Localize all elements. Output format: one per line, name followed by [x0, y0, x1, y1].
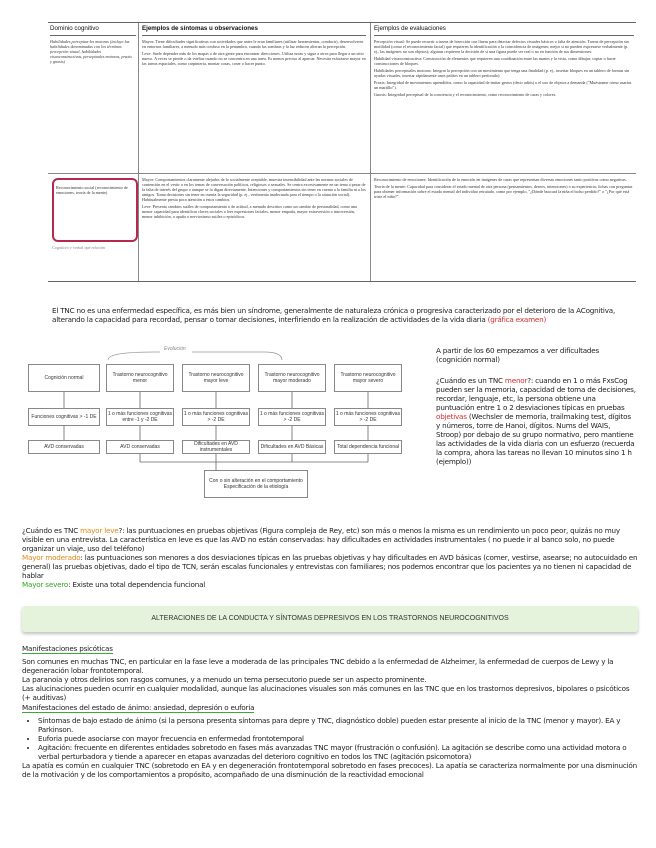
avd-normal: AVD conservadas	[28, 440, 100, 454]
term-mayor-severo: Mayor severo	[22, 580, 69, 589]
criteria-menor: 1 o más funciones cognitivas entre -1 y -2 DE	[106, 408, 174, 426]
row1-symptoms	[142, 39, 366, 171]
row2-symptom-major: Mayor: Comportamientos claramente alejados de lo socialmente aceptable, muestra insensibilidad ante las normas sociales de contención en el vestir o en los temas de conversación políticos, religiosos o sexuales. Se centra excesivamente en un tema a pesar de la falta de interés del grupo o aunque se lo digan directamente. Intenciones y comportamientos sin tener en cuenta a la familia ni a los amigos. Toma decisiones sin tener en cuenta la seguridad (p. ej., vestimenta inadecuada para el tiempo o la situación social). Habitualmente presta poca atención a estos cambios.	[142, 177, 366, 202]
row1-eval-5: Gnosis: Integridad perceptual de la conciencia y el reconocimiento, como reconocimiento de caras y colores.	[374, 92, 557, 97]
row1-eval-1: Percepción visual: Se puede recurrir a tareas de bisección con líneas para detectar defectos visuales básicos o falta de atención. Tareas de percepción sin motilidad (como el reconocimiento facial) que requieren la identificación o la coincidencia de imágenes; mejor si no pueden expresarse verbalmente (p. ej., las imágenes no son objetos); algunas requieren la decisión de si una figura puede ser real o no en función de sus dimensiones.	[374, 39, 629, 54]
level-leve: ¿Cuándo es TNC mayor leve?: las puntuaciones en pruebas objetivas (Figura compleja de Rey, etc) son más o menos la misma es un rendimiento un poco peor, quizás no muy visible en una entrevista. La característica en leve es que las AVD no están conservadas: hay dificultades en actividades instrumentales ( no puede ir al banco solo, no puede organizar un viaje, uso del teléfono)	[22, 526, 620, 553]
row1-symptom-major: Mayor: Tiene dificultades significativas con actividades que antes le eran familiares (utilizar herramientas, conducir), desenvolverse en entornos familiares, a menudo más confuso en la penumbra, cuando las sombras y la luz reducen alteran la percepción.	[142, 39, 364, 49]
row2-eval-1: Reconocimiento de emociones: Identificación de la emoción en imágenes de caras que representan diversas emociones tanto positivas como negativas.	[374, 177, 627, 182]
criteria-leve: 1 o más funciones cognitivas > -2 DE	[182, 408, 250, 426]
animo-closing: La apatía es común en cualquier TNC (sobretodo en EA y en degeneración frontotemporal sobretodo en fases precoces). La apatía se caracteriza normalmente por una disminución de la motivación y de los comportamientos a propósito, acompañado de una disminución de la reactividad emocional	[22, 761, 637, 779]
row1-eval-4: Praxis: Integridad de movimientos aprendidos, como la capacidad de imitar gestos (decir adiós) o el uso de objetos a demanda ("Muéstrame cómo usarías un martillo").	[374, 80, 632, 90]
psicoticas-p3: Las alucinaciones pueden ocurrir en cualquier modalidad, aunque las alucinaciones visuales son más comunes en las TNC que en los trastornos depresivos, bipolares o psicóticos (+ auditivas)	[22, 684, 630, 702]
box-tnc-leve: Trastorno neurocognitivo mayor leve	[182, 364, 250, 392]
row1-eval-2: Habilidad visuoconstructiva: Construcción de elementos que requieren una coordinación entre las manos y la vista, como dibujar, copiar o hacer construcciones de bloques.	[374, 56, 616, 66]
table-header-symptoms: Ejemplos de síntomas u observaciones	[142, 23, 366, 36]
intro-text: El TNC no es una enfermedad específica, es más bien un síndrome, generalmente de naturaleza crónica o progresiva caracterizado por el deterioro de la ACognitiva, alterando la capacidad para recordad, pensar o tomar decisiones, interfiriendo en la realización de actividades de la vida diaria	[52, 306, 616, 324]
row2-evaluations	[374, 177, 634, 277]
animo-title: Manifestaciones del estado de ánimo: ansiedad, depresión o euforia	[22, 703, 255, 712]
row1-evaluations	[374, 39, 634, 171]
row2-symptoms	[142, 177, 366, 277]
psicoticas-p2: La paranoia y otros delirios son rasgos comunes, y a menudo un tema persecutorio puede ser un aspecto prominente.	[22, 675, 427, 684]
row2-footnote: Cognitivo y verbal que relación	[52, 245, 106, 250]
animo-bullet-1: • Síntomas de bajo estado de ánimo (si la persona presenta síntomas para depre y TNC, diagnóstico doble) pueden estar presente al inicio de la TNC (menor y mayor). EA y Parkinson.	[38, 716, 638, 734]
term-mayor-leve: mayor leve	[80, 526, 119, 535]
criteria-moderado: 1 o más funciones cognitivas > -2 DE	[258, 408, 326, 426]
level-moderado: Mayor moderado: las puntuaciones son menores a dos desviaciones típicas en las pruebas objetivas y hay dificultades en AVD básicas (comer, vestirse, asearse; no autocuidado en general) las pruebas objetivas, dado el tipo de TCN, serán escalas funcionales y entrevistas con familiares; nos podemos encontrar que los pacientes ya no tienen ni capacidad de hablar	[22, 553, 638, 580]
row2-eval-2: Teoría de la mente: Capacidad para considerar el estado mental de otra persona (pensamientos, deseos, intenciones) o su experiencia; fichas con preguntas para obtener información sobre el estado mental del individuo retratado, como por ejemplo, "¿Dónde buscará la niña el bolso perdido?" o "¿Por qué está triste el niño?".	[374, 184, 633, 199]
term-objetivas: objetivas	[436, 412, 467, 421]
row1-symptom-mild: Leve: Suele depender más de los mapas o de otra gente para encontrar direcciones. Utiliza notas y sigue a otros para llegar a un sitio nuevo. A veces se pierde o da vueltas cuando no se concentra en una tarea. Es menos preciso al aparcar. Necesita esforzarse mayor en las tareas espaciales, como carpintería, montar cosas, coser o hacer punto.	[142, 51, 366, 66]
avd-moderado: Dificultades en AVD Básicas	[258, 440, 326, 454]
row2-symptom-mild: Leve: Presenta cambios sutiles de comportamiento o de actitud, a menudo descritos como un cambio de personalidad, como una menor capacidad para identificar claves sociales o leer expresiones faciales, menor empatía, mayor extraversión o introversión, menor inhibición, o apatía o nerviosismo sutiles o episódicos.	[142, 204, 357, 219]
intro-highlight: (gráfica examen)	[487, 315, 547, 324]
tnc-diagram	[24, 346, 420, 524]
avd-menor: AVD conservadas	[106, 440, 174, 454]
animo-bullet-2: • Euforia puede asociarse con mayor frecuencia en enfermedad frontotemporal	[38, 734, 638, 743]
intro-paragraph	[52, 306, 636, 324]
row1-eval-3: Habilidades perceptuales motoras: Integrar la percepción con un movimiento que tenga una finalidad (p. ej., insertar bloques en un tablero de formas sin ayudas visuales, insertar rápidamente unos palitos en un tablero perforado).	[374, 68, 630, 78]
side-note-normal: A partir de los 60 empezamos a ver dificultades (cognición normal)	[436, 346, 600, 364]
box-tnc-menor: Trastorno neurocognitivo menor	[106, 364, 174, 392]
animo-bullet-3: • Agitación: frecuente en diferentes entidades sobretodo en fases más avanzadas TNC mayor (frustración o confusión). La agitación se describe como una actividad motora o verbal perturbadora y tiende a aparecer en etapas avanzadas del deterioro cognitivo en todos los TNC (agitación psicomotora)	[38, 743, 638, 761]
box-etiologia: Con o sin alteración en el comportamiento Especificación de la etiología	[204, 470, 308, 498]
highlight-frame	[52, 178, 138, 242]
row2-domain: Reconocimiento social (reconocimiento de emociones, teoría de la mente)	[56, 185, 128, 195]
table-header-evaluations: Ejemplos de evaluaciones	[374, 23, 634, 36]
criteria-severo: 1 o más funciones cognitivas > -2 DE	[334, 408, 402, 426]
animo-list	[22, 716, 638, 761]
box-tnc-severo: Trastorno neurocognitivo mayor severo	[334, 364, 402, 392]
term-menor: menor	[504, 376, 528, 385]
section-banner: ALTERACIONES DE LA CONDUCTA Y SÍNTOMAS DEPRESIVOS EN LOS TRASTORNOS NEUROCOGNITIVOS	[22, 606, 638, 632]
side-note-menor: ¿Cuándo es un TNC menor?: cuando en 1 o más FxsCog pueden ser la memoria, capacidad de toma de decisiones, recordar, lenguaje, etc, la persona obtiene una puntuación entre 1 o 2 desviaciones típicas en pruebas objetivas (Wechsler de memoria, trailmaking test, dígitos y números, torre de Hanoi, dígitos. Nums del WAIS, Stroop) por debajo de su grupo normativo, pero mantiene las actividades de la vida diaria con un esfuerzo (recuerda la compra, ahora las tareas no llevan 10 minutos sino 1 h (ejemplo))	[436, 376, 636, 466]
box-tnc-moderado: Trastorno neurocognitivo mayor moderado	[258, 364, 326, 392]
row1-domain: Habilidades perceptua-les motoras (incluye las habilidades denominadas con los términos percepción visual, habilidades visuoconstructivas, perceptuales motoras, praxis y gnosis)	[50, 39, 132, 64]
term-mayor-moderado: Mayor moderado	[22, 553, 81, 562]
avd-severo: Total dependencia funcional	[334, 440, 402, 454]
criteria-table	[48, 22, 636, 282]
box-cognicion-normal: Cognición normal	[28, 364, 100, 392]
criteria-normal: Funciones cognitivas > -1 DE	[28, 408, 100, 426]
avd-leve: Dificultades en AVD instrumentales	[182, 440, 250, 454]
psicoticas-title: Manifestaciones psicóticas	[22, 644, 113, 653]
level-severo: Mayor severo: Existe una total dependencia funcional	[22, 580, 206, 589]
psicoticas-section	[22, 644, 638, 779]
evolucion-label: Evolución	[164, 346, 186, 352]
psicoticas-p1: Son comunes en muchas TNC, en particular en la fase leve a moderada de las principales TNC debido a la enfermedad de Alzheimer, la enfermedad de cuerpos de Lewy y la degeneración lobar frontotemporal.	[22, 657, 614, 675]
table-header-domain: Dominio cognitivo	[50, 23, 136, 36]
levels-paragraph	[22, 526, 638, 589]
